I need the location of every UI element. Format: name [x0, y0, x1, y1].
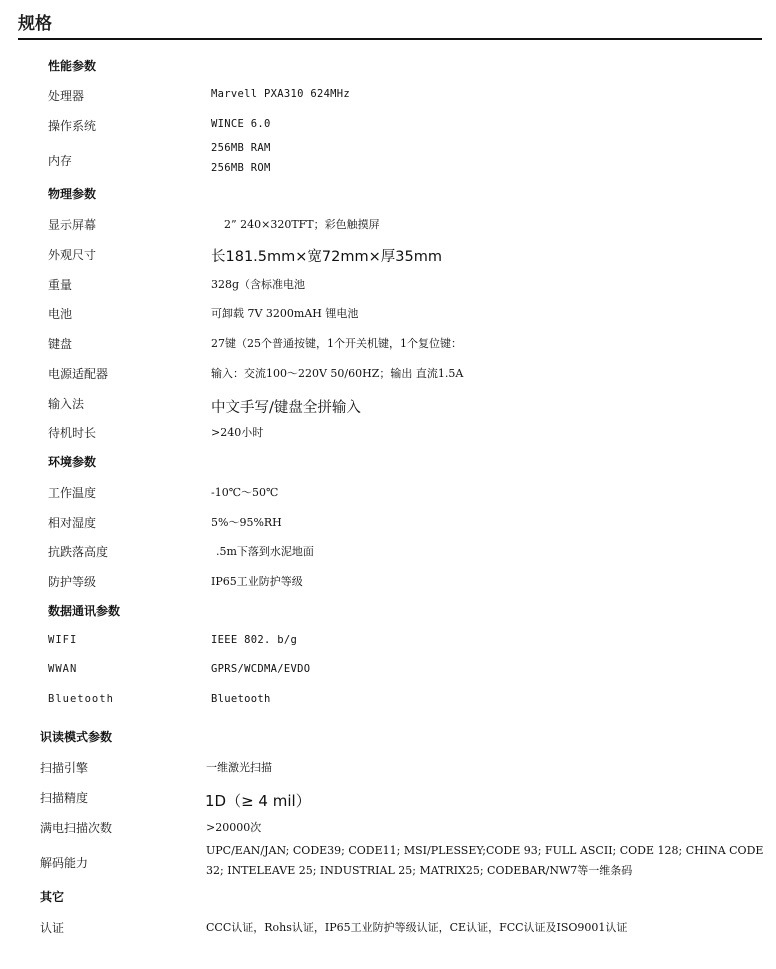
spec-label-os: 操作系统	[48, 119, 97, 133]
spec-value-input-method: 中文手写/键盘全拼输入	[211, 400, 361, 416]
spec-value-processor: Marvell PXA310 624MHz	[211, 88, 351, 100]
spec-label-battery: 电池	[48, 307, 73, 321]
spec-label-certification: 认证	[40, 921, 65, 935]
spec-value-scan-precision: 1D（≥ 4 mil）	[205, 792, 311, 810]
spec-label-drop-height: 抗跌落高度	[48, 545, 109, 559]
spec-label-wifi: WIFI	[48, 634, 78, 646]
spec-value-wifi: IEEE 802. b/g	[211, 634, 298, 646]
spec-value-decode: UPC/EAN/JAN; CODE39; CODE11; MSI/PLESSEY;CODE 93; FULL ASCII; CODE 128; CHINA CODE 32; INTELEAVE 25; INDUSTRIAL 25; MATRIX25; CODEBAR/NW7等一维条码	[206, 844, 764, 877]
spec-label-operating-temp: 工作温度	[48, 486, 97, 500]
spec-value-drop-height: .5m下落到水泥地面	[216, 545, 314, 558]
spec-value-os: WINCE 6.0	[211, 118, 271, 130]
spec-label-standby: 待机时长	[48, 426, 97, 440]
spec-value-bluetooth: Bluetooth	[211, 693, 271, 705]
spec-value-power-adapter: 输入：交流100～220V 50/60HZ；输出 直流1.5A	[211, 367, 464, 380]
spec-label-memory: 内存	[48, 154, 73, 168]
section-heading-physical: 物理参数	[48, 187, 97, 201]
section-heading-scan: 识读模式参数	[40, 730, 113, 744]
spec-label-scan-count: 满电扫描次数	[40, 821, 113, 835]
spec-label-bluetooth: Bluetooth	[48, 693, 114, 705]
section-heading-environment: 环境参数	[48, 455, 97, 469]
spec-value-memory-ram: 256MB RAM	[211, 142, 271, 154]
spec-label-dimensions: 外观尺寸	[48, 248, 97, 262]
page-title: 规格	[18, 14, 52, 34]
spec-label-scan-precision: 扫描精度	[40, 791, 89, 805]
spec-label-input-method: 输入法	[48, 397, 85, 411]
spec-value-certification: CCC认证，Rohs认证，IP65工业防护等级认证，CE认证，FCC认证及ISO9001认证	[206, 921, 628, 934]
spec-value-operating-temp: -10℃～50℃	[211, 486, 279, 499]
section-heading-performance: 性能参数	[48, 59, 97, 73]
spec-label-power-adapter: 电源适配器	[48, 367, 109, 381]
spec-value-scan-engine: 一维激光扫描	[206, 761, 272, 774]
spec-value-standby: >240小时	[211, 426, 264, 439]
spec-value-keyboard: 27键（25个普通按键，1个开关机键，1个复位键：	[211, 337, 462, 350]
spec-label-decode: 解码能力	[40, 856, 89, 870]
spec-value-dimensions: 长181.5mm×宽72mm×厚35mm	[211, 249, 442, 265]
section-heading-communication: 数据通讯参数	[48, 604, 121, 618]
spec-label-display: 显示屏幕	[48, 218, 97, 232]
spec-value-memory-rom: 256MB ROM	[211, 162, 271, 174]
spec-label-keyboard: 键盘	[48, 337, 73, 351]
spec-value-display: 2” 240×320TFT；彩色触摸屏	[224, 218, 380, 231]
spec-value-humidity: 5%～95%RH	[211, 516, 282, 529]
spec-value-weight: 328g（含标准电池	[211, 278, 306, 291]
spec-label-processor: 处理器	[48, 89, 85, 103]
spec-value-protection: IP65工业防护等级	[211, 575, 303, 588]
spec-label-scan-engine: 扫描引擎	[40, 761, 89, 775]
spec-label-wwan: WWAN	[48, 663, 78, 675]
section-heading-other: 其它	[40, 890, 65, 904]
spec-label-weight: 重量	[48, 278, 73, 292]
spec-value-scan-count: >20000次	[206, 821, 262, 834]
title-divider	[18, 38, 762, 40]
spec-value-wwan: GPRS/WCDMA/EVDO	[211, 663, 311, 675]
spec-value-battery: 可卸载 7V 3200mAH 锂电池	[211, 307, 359, 320]
spec-label-protection: 防护等级	[48, 575, 97, 589]
spec-label-humidity: 相对湿度	[48, 516, 97, 530]
